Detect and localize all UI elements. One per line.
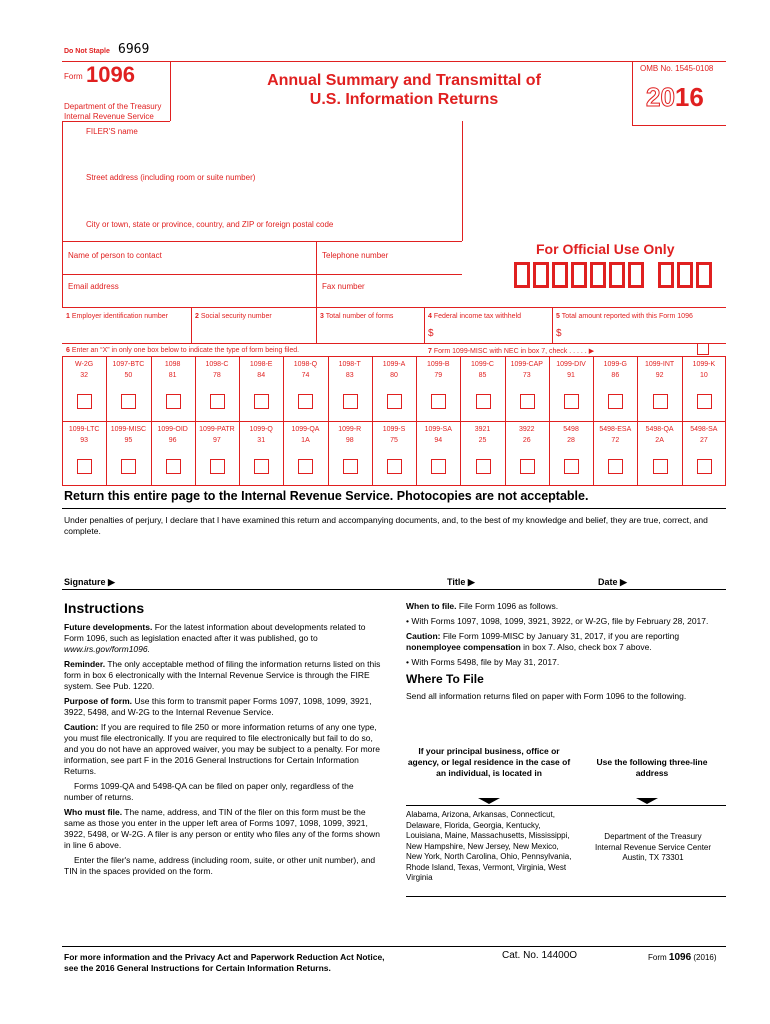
box5-dollar: $ [556,328,562,339]
form-type-checkbox[interactable] [254,459,269,474]
title-label: Title ▶ [447,577,475,587]
form-type-checkbox[interactable] [77,394,92,409]
form-type-label: 1098-Q 74 [293,361,318,379]
form-type-label: 1099-OID 96 [157,426,188,444]
form-type-checkbox[interactable] [697,459,712,474]
form-type-checkbox[interactable] [387,459,402,474]
form-type-checkbox[interactable] [121,459,136,474]
form-type-checkbox[interactable] [121,394,136,409]
official-use-label: For Official Use Only [536,241,675,257]
form-type-checkbox[interactable] [431,459,446,474]
fax-label: Fax number [322,282,365,291]
form-type-label: 1098-T 83 [338,361,361,379]
down-arrow-icon [478,798,500,804]
irs-name: Internal Revenue Service [64,112,154,121]
form-type-label: 1099-CAP 73 [510,361,543,379]
form-type-checkbox[interactable] [343,459,358,474]
form-type-checkbox[interactable] [697,394,712,409]
form-type-checkbox[interactable] [653,394,668,409]
city-label: City or town, state or province, country, and ZIP or foreign postal code [86,220,334,229]
form-type-checkbox[interactable] [166,394,181,409]
omb-number: OMB No. 1545-0108 [640,64,714,73]
form-type-label: 5498-QA 2A [645,426,674,444]
form-type-label: 1099-PATR 97 [199,426,235,444]
phone-label: Telephone number [322,251,389,260]
title-line1: Annual Summary and Transmittal of [267,72,541,89]
box4-dollar: $ [428,328,434,339]
form-type-label: 5498-SA 27 [690,426,718,444]
box5-label: 5 Total amount reported with this Form 1096 [556,313,693,320]
title-line2: U.S. Information Returns [309,91,499,108]
box7-label: 7 Form 1099-MISC with NEC in box 7, check . . . . . ▶ [428,348,595,355]
where-col1-head: If your principal business, office or agency, or legal residence in the case of an individual, is located in [407,746,571,778]
box1-label: 1 Employer identification number [66,313,168,320]
instructions-right: When to file. File Form 1096 as follows. • With Forms 1097, 1098, 1099, 3921, 3922, or W-2G, file by February 28, 2017. Caution: File Form 1099-MISC by January 31, 2017, if you are reporting nonemployee compensation in box 7. Also, check box 7 above. • With Forms 5498, file by May 31, 2017. Where To File Send all information returns filed on paper with Form 1096 to the following. [406,601,709,701]
street-label: Street address (including room or suite number) [86,173,256,182]
form-type-label: 1097-BTC 50 [112,361,145,379]
form-type-checkbox[interactable] [520,459,535,474]
footer-form: Form 1096 (2016) [648,952,717,963]
form-type-checkbox[interactable] [210,459,225,474]
box7-checkbox[interactable] [697,343,709,355]
form-type-label: 1099-G 86 [603,361,627,379]
form-label: Form [64,72,83,81]
form-type-checkbox[interactable] [166,459,181,474]
form-type-label: 1099-DIV 91 [556,361,586,379]
return-notice: Return this entire page to the Internal Revenue Service. Photocopies are not acceptable. [64,489,589,503]
form-type-label: W-2G 32 [75,361,94,379]
handwritten-code: 6969 [118,42,150,57]
form-type-label: 1099-SA 94 [424,426,452,444]
form-type-checkbox[interactable] [564,394,579,409]
filer-name-label: FILER'S name [86,127,138,136]
form-type-label: 5498-ESA 72 [599,426,632,444]
signature-label: Signature ▶ [64,577,115,587]
form-type-checkbox[interactable] [298,394,313,409]
contact-label: Name of person to contact [68,251,162,260]
form-type-checkbox[interactable] [431,394,446,409]
form-number: 1096 [86,62,135,87]
do-not-staple: Do Not Staple [64,48,110,55]
form-type-label: 1098-E 84 [249,361,273,379]
instructions-heading: Instructions [64,600,145,616]
form-type-label: 1099-K 10 [692,361,716,379]
form-type-label: 1099-INT 92 [644,361,675,379]
where-col2-head: Use the following three-line address [596,757,708,778]
states-list: Alabama, Arizona, Arkansas, Connecticut, Delaware, Florida, Georgia, Kentucky, Louisiana, Maine, Massachusetts, Mississippi, New Hampshire, New Jersey, New Mexico, New York, North Carolina, Ohio, Pennsylvania, Rhode Island, Texas, Vermont, Virginia, West Virginia [406,810,572,882]
form-type-label: 1099-R 98 [338,426,362,444]
form-type-label: 1099-A 80 [382,361,406,379]
form-type-checkbox[interactable] [210,394,225,409]
form-type-label: 1099-LTC 93 [68,426,100,444]
tax-year: 2016 [646,82,704,112]
form-type-checkbox[interactable] [387,394,402,409]
cat-number: Cat. No. 14400O [502,950,578,961]
form-type-label: 1099-QA 1A [291,426,320,444]
form-type-label: 3921 25 [474,426,491,444]
form-type-label: 1099-B 79 [426,361,450,379]
email-label: Email address [68,282,119,291]
form-type-label: 5498 28 [563,426,579,444]
form-type-checkbox[interactable] [476,394,491,409]
date-label: Date ▶ [598,577,627,587]
official-use-boxes [514,262,726,296]
form-type-checkbox[interactable] [653,459,668,474]
form-type-checkbox[interactable] [520,394,535,409]
form-type-checkbox[interactable] [254,394,269,409]
perjury-statement: Under penalties of perjury, I declare that I have examined this return and accompanying documents, and, to the best of my knowledge and belief, they are true, correct, and complete. [64,515,708,536]
form-type-checkbox[interactable] [608,394,623,409]
form-type-label: 1098-C 78 [205,361,229,379]
down-arrow-icon [636,798,658,804]
form-type-label: 1098 81 [164,361,181,379]
department: Department of the Treasury [64,102,162,111]
form-type-checkbox[interactable] [476,459,491,474]
form-type-label: 1099-C 85 [471,361,494,379]
box3-label: 3 Total number of forms [320,313,394,320]
form-type-checkbox[interactable] [564,459,579,474]
box6-label: 6 Enter an “X” in only one box below to indicate the type of form being filed. [66,347,300,354]
footer-notice: For more information and the Privacy Act and Paperwork Reduction Act Notice, see the 2016 General Instructions for Certain Information Returns. [64,952,385,973]
form-type-label: 3922 26 [519,426,535,444]
form-type-label: 1099-Q 31 [249,426,273,444]
form-type-checkbox[interactable] [298,459,313,474]
form-type-checkbox[interactable] [343,394,358,409]
instructions-left: Future developments. For the latest information about developments related to Form 1096, such as legislation enacted after it was published, go to www.irs.gov/form1096. Reminder. The only acceptable method of filing the information returns listed on this form in box 6 electronically with the Internal Revenue Service is through the FIRE system. See Pub. 1220. Purpose of form. Use this form to transmit paper Forms 1097, 1098, 1099, 3921, 3922, 5498, and W-2G to the Internal Revenue Service. Caution: If you are required to file 250 or more information returns of any one type, you must file electronically. If you are required to file electronically but fail to do so, and you do not have an approved waiver, you may be subject to a penalty. For more information, see part F in the 2016 General Instructions for Certain Information Returns. Forms 1099-QA and 5498-QA can be filed on paper only, regardless of the number of returns. Who must file. The name, address, and TIN of the filer on this form must be the same as those you enter in the upper left area of Forms 1097, 1098, 1099, 3921, 3922, 5498, or W-2G. A filer is any person or entity who files any of the forms shown in line 6 above. Enter the filer's name, address (including room, suite, or other unit number), and TIN in the spaces provided on the form. [64,622,381,876]
form-type-label: 1099-MISC 95 [110,426,147,444]
form-type-checkbox[interactable] [608,459,623,474]
form-type-label: 1099-S 75 [382,426,406,444]
box4-label: 4 Federal income tax withheld [428,313,522,320]
irs-address: Department of the Treasury Internal Revenue Service Center Austin, TX 73301 [594,832,712,862]
box2-label: 2 Social security number [195,313,272,320]
form-type-checkbox[interactable] [77,459,92,474]
